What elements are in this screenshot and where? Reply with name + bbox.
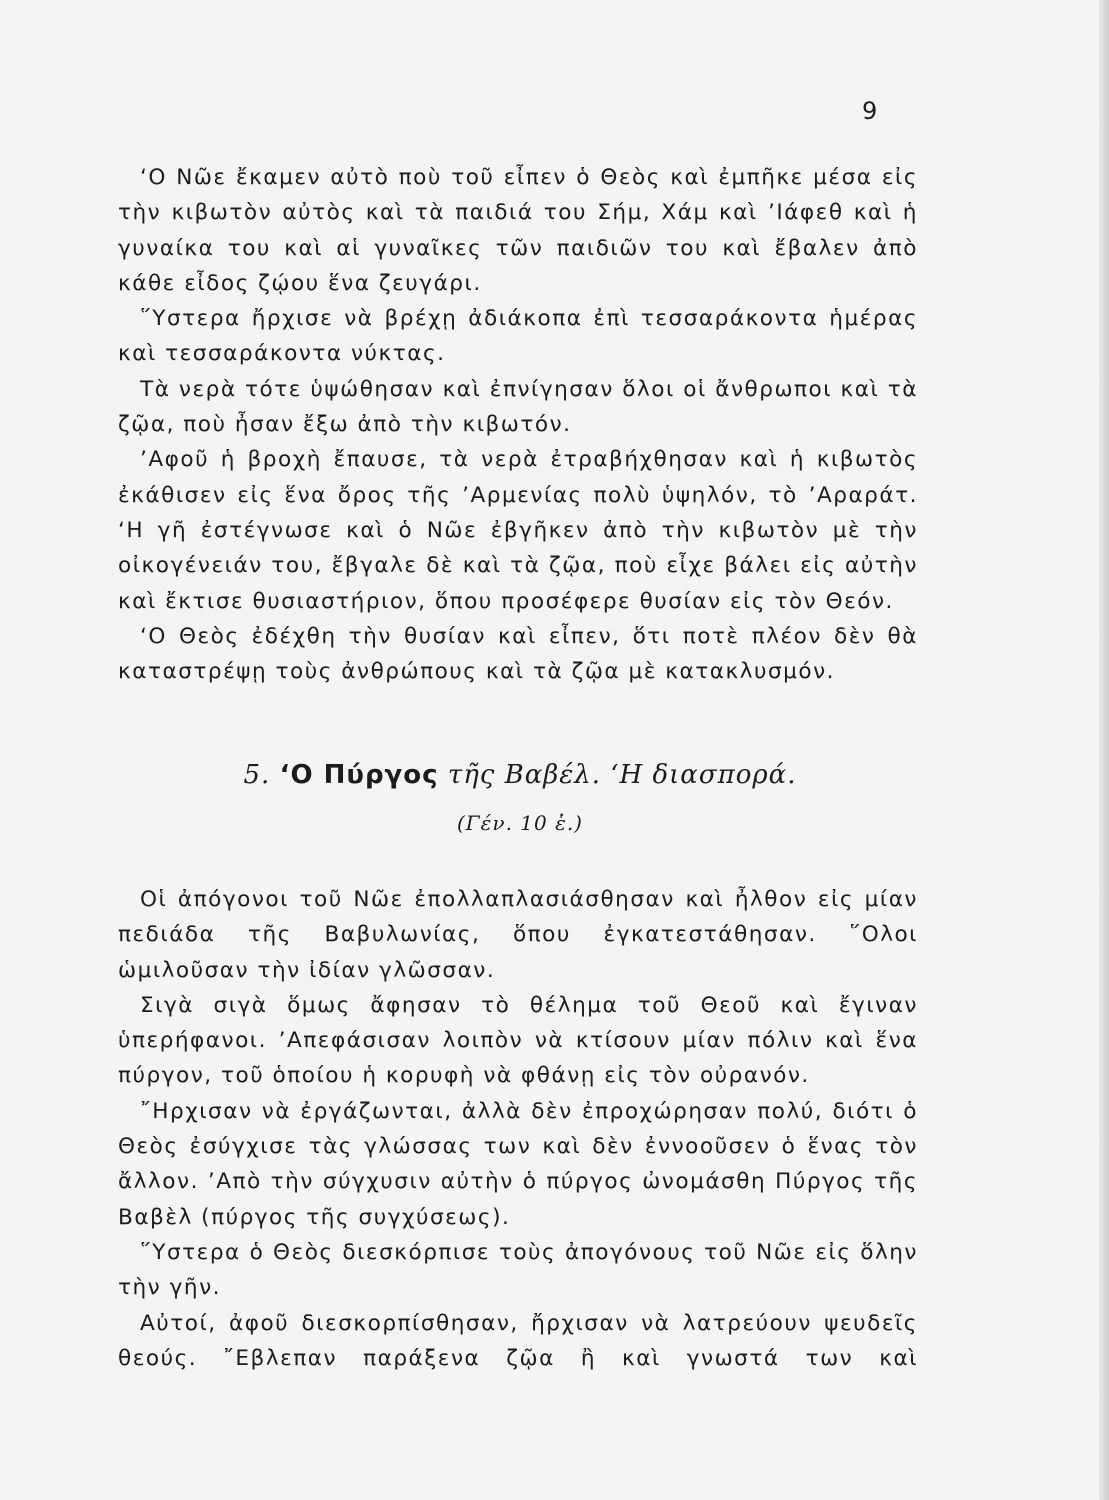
paragraph: ‘Ο Θεὸς ἐδέχθη τὴν θυσίαν καὶ εἶπεν, ὅτι ποτὲ πλέον δὲν θὰ καταστρέψῃ τοὺς ἀνθρώπους καὶ τὰ ζῷα μὲ κατακλυσμόν. [118, 623, 918, 685]
section-title-tower: ‘Ο Πύργος [279, 760, 439, 790]
scripture-reference: (Γέν. 10 ἑ.) [457, 811, 583, 835]
paragraph: ῎Ηρχισαν νὰ ἐργάζωνται, ἀλλὰ δὲν ἐπροχώρησαν πολύ, διότι ὁ Θεὸς ἐσύγχισε τὰς γλώσσας των καὶ δὲν ἐννοοῦσεν ὁ ἕνας τὸν ἄλλον. ’Απὸ τὴν σύγχυσιν αὐτὴν ὁ πύργος ὠνομάσθη Πύργος τῆς Βαβὲλ (πύργος τῆς συγχύσεως). [118, 1098, 918, 1230]
paragraph: Αὐτοί, ἀφοῦ διεσκορπίσθησαν, ἤρχισαν νὰ λατρεύουν ψευδεῖς θεούς. ῎Εβλεπαν παράξενα ζῷα ἢ καὶ γνωστά των καὶ [118, 1310, 918, 1371]
section-flood-text [118, 160, 918, 689]
paragraph: ’Αφοῦ ἡ βροχὴ ἔπαυσε, τὰ νερὰ ἐτραβήχθησαν καὶ ἡ κιβωτὸς ἐκάθισεν εἰς ἕνα ὄρος τῆς ’Αρμενίας πολὺ ὑψηλόν, τὸ ’Αραράτ. ‘Η γῆ ἐστέγνωσε καὶ ὁ Νῶε ἐβγῆκεν ἀπὸ τὴν κιβωτὸν μὲ τὴν οἰκογένειάν του, ἔβγαλε δὲ καὶ τὰ ζῷα, ποὺ εἶχε βάλει εἰς αὐτὴν καὶ ἔκτισε θυσιαστήριον, ὅπου προσέφερε θυσίαν εἰς τὸν Θεόν. [118, 447, 918, 614]
section-number: 5. [243, 760, 271, 790]
paragraph: ῞Υστερα ἤρχισε νὰ βρέχῃ ἀδιάκοπα ἐπὶ τεσσαράκοντα ἡμέρας καὶ τεσσαράκοντα νύκτας. [118, 306, 918, 367]
section-babel-text [118, 882, 918, 1376]
paragraph: ῞Υστερα ὁ Θεὸς διεσκόρπισε τοὺς ἀπογόνους τοῦ Νῶε εἰς ὅλην τὴν γῆν. [118, 1239, 918, 1301]
section-title [120, 756, 920, 794]
section-title-rest: τῆς Βαβέλ. ‘Η διασπορά. [447, 760, 797, 790]
paragraph: Σιγὰ σιγὰ ὅμως ἄφησαν τὸ θέλημα τοῦ Θεοῦ καὶ ἔγιναν ὑπερήφανοι. ’Απεφάσισαν λοιπὸν νὰ κτίσουν μίαν πόλιν καὶ ἕνα πύργον, τοῦ ὁποίου ἡ κορυφὴ νὰ φθάνῃ εἰς τὸν οὐρανόν. [118, 992, 918, 1089]
paragraph: ‘Ο Νῶε ἔκαμεν αὐτὸ ποὺ τοῦ εἶπεν ὁ Θεὸς καὶ ἐμπῆκε μέσα εἰς τὴν κιβωτὸν αὐτὸς καὶ τὰ παιδιά του Σήμ, Χάμ καὶ ’Ιάφεθ καὶ ἡ γυναίκα του καὶ αἱ γυναῖκες τῶν παιδιῶν του καὶ ἔβαλεν ἀπὸ κάθε εἶδος ζῴου ἕνα ζευγάρι. [118, 165, 918, 296]
paragraph: Τὰ νερὰ τότε ὑψώθησαν καὶ ἐπνίγησαν ὅλοι οἱ ἄνθρωποι καὶ τὰ ζῷα, ποὺ ἦσαν ἔξω ἀπὸ τὴν κιβωτόν. [118, 376, 918, 438]
page-edge-shadow [1099, 0, 1109, 1500]
paragraph: Οἱ ἀπόγονοι τοῦ Νῶε ἐπολλαπλασιάσθησαν καὶ ἦλθον εἰς μίαν πεδιάδα τῆς Βαβυλωνίας, ὅπου ἐγκατεστάθησαν. ῞Ολοι ὡμιλοῦσαν τὴν ἰδίαν γλῶσσαν. [118, 887, 918, 983]
page-number: 9 [862, 97, 879, 125]
